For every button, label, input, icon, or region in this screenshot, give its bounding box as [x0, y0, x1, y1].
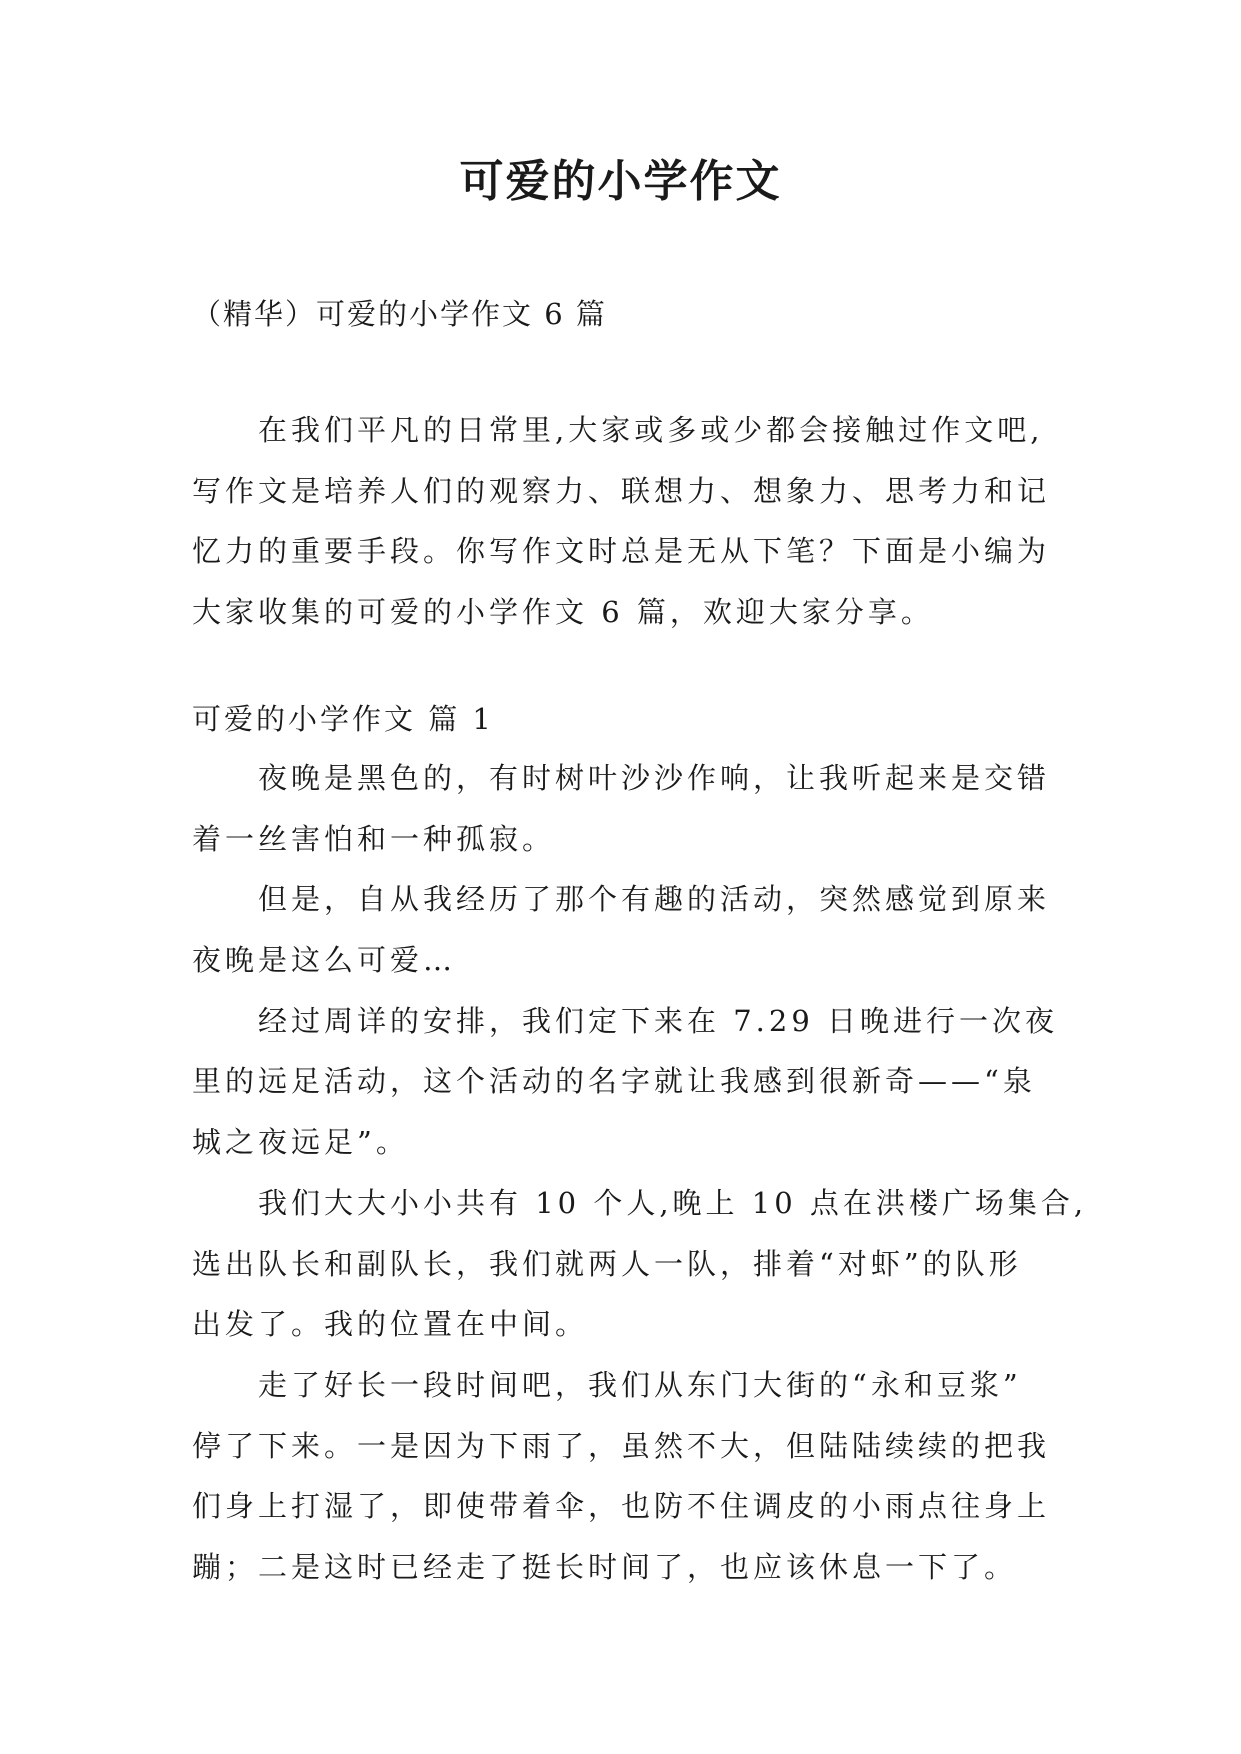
document-title: 可爱的小学作文 [459, 156, 782, 207]
essay-line: 夜晚是黑色的，有时树叶沙沙作响，让我听起来是交错 [258, 761, 1051, 795]
essay-line: 着一丝害怕和一种孤寂。 [192, 821, 556, 856]
intro-line: 大家收集的可爱的小学作文 6 篇，欢迎大家分享。 [192, 595, 934, 630]
essay-line: 但是，自从我经历了那个有趣的活动，突然感觉到原来 [258, 882, 1051, 917]
essay-line: 我们大大小小共有 10 个人,晚上 10 点在洪楼广场集合, [258, 1185, 1088, 1220]
essay-line: 们身上打湿了，即使带着伞，也防不住调皮的小雨点往身上 [192, 1489, 1051, 1524]
intro-line: 写作文是培养人们的观察力、联想力、想象力、思考力和记 [192, 473, 1051, 508]
essay-line: 选出队长和副队长，我们就两人一队，排着“对虾”的队形 [192, 1246, 1022, 1281]
intro-line: 在我们平凡的日常里,大家或多或少都会接触过作文吧, [258, 413, 1044, 447]
essay-line: 走了好长一段时间吧，我们从东门大街的“永和豆浆” [258, 1367, 1022, 1402]
intro-paragraph [192, 400, 1052, 643]
document-subtitle: （精华）可爱的小学作文 6 篇 [192, 297, 607, 331]
essay-line: 经过周详的安排，我们定下来在 7.29 日晚进行一次夜 [258, 1003, 1059, 1038]
intro-line: 忆力的重要手段。你写作文时总是无从下笔？下面是小编为 [192, 534, 1051, 569]
essay-line: 停了下来。一是因为下雨了，虽然不大，但陆陆续续的把我 [192, 1428, 1051, 1463]
section-heading: 可爱的小学作文 篇 1 [192, 702, 494, 736]
essay-line: 夜晚是这么可爱… [192, 943, 457, 978]
essay-body [192, 748, 1088, 1598]
essay-line: 蹦；二是这时已经走了挺长时间了，也应该休息一下了。 [192, 1549, 1018, 1584]
essay-line: 城之夜远足”。 [192, 1125, 409, 1160]
essay-line: 里的远足活动，这个活动的名字就让我感到很新奇——“泉 [192, 1064, 1036, 1099]
essay-line: 出发了。我的位置在中间。 [192, 1307, 589, 1342]
